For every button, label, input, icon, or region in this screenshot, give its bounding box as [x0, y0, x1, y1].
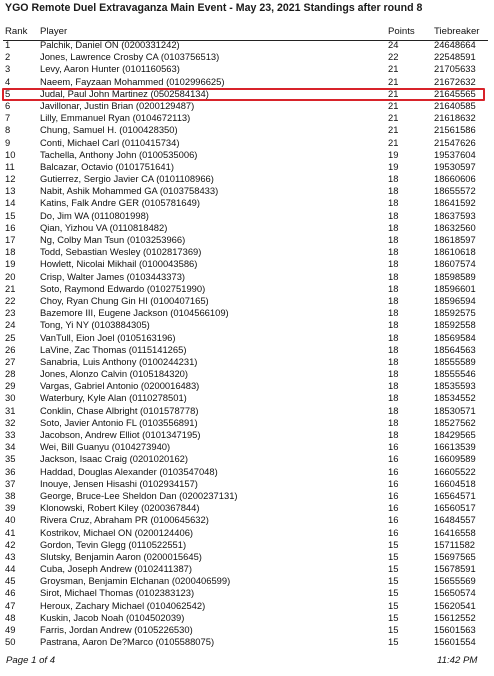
- tiebreaker-cell: 15697565: [434, 550, 476, 562]
- table-row: [0, 258, 494, 270]
- table-row: [0, 137, 494, 149]
- table-row: [0, 624, 494, 636]
- table-row: [0, 539, 494, 551]
- rank-cell: 6: [5, 99, 11, 111]
- player-cell: LaVine, Zac Thomas (0115141265): [40, 343, 187, 355]
- rank-cell: 9: [5, 136, 11, 148]
- player-cell: Sirot, Michael Thomas (0102383123): [40, 587, 195, 599]
- player-cell: Howlett, Nicolai Mikhail (0100043586): [40, 258, 198, 270]
- table-row: [0, 417, 494, 429]
- points-cell: 15: [388, 624, 399, 635]
- points-cell: 24: [388, 39, 399, 50]
- tiebreaker-cell: 16609589: [434, 453, 476, 465]
- tiebreaker-cell: 21561586: [434, 124, 476, 136]
- player-cell: Kuskin, Jacob Noah (0104502039): [40, 611, 185, 623]
- table-row: [0, 453, 494, 465]
- column-header-player: Player: [40, 26, 68, 37]
- points-cell: 18: [388, 307, 399, 319]
- player-cell: Katins, Falk Andre GER (0105781649): [40, 197, 200, 209]
- table-row: [0, 185, 494, 197]
- rank-cell: 43: [5, 550, 16, 562]
- table-row: [0, 612, 494, 624]
- player-cell: Jones, Alonzo Calvin (0105184320): [40, 368, 189, 380]
- tiebreaker-cell: 16605522: [434, 465, 476, 477]
- player-cell: Tachella, Anthony John (0100535006): [40, 148, 198, 160]
- points-cell: 16: [388, 453, 399, 465]
- rank-cell: 36: [5, 465, 16, 477]
- tiebreaker-cell: 18429565: [434, 429, 476, 440]
- tiebreaker-cell: 15711582: [434, 538, 476, 550]
- rank-cell: 38: [5, 489, 16, 501]
- player-cell: Pastrana, Aaron De?Marco (0105588075): [40, 636, 215, 648]
- points-cell: 21: [388, 136, 399, 148]
- table-row: [0, 405, 494, 417]
- rank-cell: 20: [5, 270, 16, 282]
- tiebreaker-cell: 16560517: [434, 502, 476, 514]
- page-number: Page 1 of 4: [6, 655, 56, 666]
- tiebreaker-cell: 21645565: [434, 87, 476, 99]
- tiebreaker-cell: 18655572: [434, 185, 476, 197]
- player-cell: Rivera Cruz, Abraham PR (0100645632): [40, 514, 209, 526]
- tiebreaker-cell: 15601554: [434, 636, 476, 648]
- table-row: [0, 575, 494, 587]
- table-row: [0, 478, 494, 490]
- table-row: [0, 587, 494, 599]
- tiebreaker-cell: 16613539: [434, 441, 476, 453]
- rank-cell: 45: [5, 575, 16, 587]
- table-row: [0, 124, 494, 136]
- tiebreaker-cell: 18660606: [434, 173, 476, 185]
- player-cell: Choy, Ryan Chung Gin HI (0100407165): [40, 294, 209, 306]
- table-row: [0, 441, 494, 453]
- points-cell: 19: [388, 160, 399, 172]
- player-cell: Jackson, Isaac Craig (0201020162): [40, 453, 189, 465]
- rank-cell: 35: [5, 453, 16, 465]
- player-cell: Sanabria, Luis Anthony (0100244231): [40, 355, 198, 367]
- points-cell: 15: [388, 636, 399, 648]
- table-row: [0, 392, 494, 404]
- rank-cell: 39: [5, 502, 16, 514]
- table-row: [0, 356, 494, 368]
- player-cell: Balcazar, Octavio (0101751641): [40, 160, 174, 172]
- player-cell: Judal, Paul John Martinez (0502584134): [40, 87, 209, 99]
- rank-cell: 28: [5, 368, 16, 380]
- tiebreaker-cell: 18637593: [434, 209, 476, 221]
- rank-cell: 24: [5, 319, 16, 331]
- points-cell: 18: [388, 209, 399, 221]
- print-time: 11:42 PM: [437, 655, 478, 666]
- points-cell: 15: [388, 575, 399, 587]
- tiebreaker-cell: 18598589: [434, 270, 476, 282]
- points-cell: 18: [388, 343, 399, 355]
- points-cell: 15: [388, 538, 399, 550]
- tiebreaker-cell: 15655569: [434, 575, 476, 587]
- tiebreaker-cell: 16416558: [434, 526, 476, 538]
- table-row: [0, 466, 494, 478]
- rank-cell: 3: [5, 63, 11, 75]
- rank-cell: 37: [5, 477, 16, 489]
- points-cell: 18: [388, 270, 399, 282]
- rank-cell: 8: [5, 124, 11, 136]
- player-cell: Ng, Colby Man Tsun (0103253966): [40, 234, 186, 245]
- column-header-tiebreaker: Tiebreaker: [434, 26, 480, 37]
- points-cell: 18: [388, 246, 399, 258]
- rank-cell: 44: [5, 563, 16, 575]
- tiebreaker-cell: 18596594: [434, 294, 476, 306]
- tiebreaker-cell: 18535593: [434, 380, 476, 392]
- rank-cell: 34: [5, 441, 16, 453]
- rank-cell: 10: [5, 148, 16, 160]
- rank-cell: 46: [5, 587, 16, 599]
- points-cell: 18: [388, 355, 399, 367]
- player-cell: Inouye, Jensen Hisashi (0102934157): [40, 477, 198, 489]
- player-cell: Haddad, Douglas Alexander (0103547048): [40, 465, 218, 477]
- player-cell: George, Bruce-Lee Sheldon Dan (0200237131): [40, 489, 238, 501]
- rank-cell: 18: [5, 246, 16, 258]
- table-row: [0, 76, 494, 88]
- table-row: [0, 173, 494, 185]
- points-cell: 16: [388, 489, 399, 501]
- tiebreaker-cell: 21672632: [434, 75, 476, 87]
- rank-cell: 16: [5, 221, 16, 233]
- rank-cell: 47: [5, 599, 16, 611]
- rank-cell: 25: [5, 331, 16, 343]
- table-row: [0, 271, 494, 283]
- tiebreaker-cell: 18555589: [434, 355, 476, 367]
- rank-cell: 31: [5, 404, 16, 416]
- tiebreaker-cell: 21640585: [434, 99, 476, 111]
- table-row: [0, 210, 494, 222]
- player-cell: Kostrikov, Michael ON (0200124406): [40, 526, 194, 538]
- tiebreaker-cell: 18632560: [434, 221, 476, 233]
- points-cell: 18: [388, 197, 399, 209]
- table-row: [0, 112, 494, 124]
- tiebreaker-cell: 18569584: [434, 331, 476, 343]
- document-title: YGO Remote Duel Extravaganza Main Event - May 23, 2021 Standings after round 8: [5, 2, 423, 14]
- points-cell: 21: [388, 124, 399, 136]
- rank-cell: 7: [5, 112, 11, 124]
- standings-table: [0, 39, 494, 648]
- points-cell: 18: [388, 185, 399, 197]
- player-cell: Klonowski, Robert Kiley (0200367844): [40, 502, 200, 514]
- table-row: [0, 307, 494, 319]
- player-cell: Heroux, Zachary Michael (0104062542): [40, 599, 206, 611]
- rank-cell: 30: [5, 392, 16, 404]
- tiebreaker-cell: 18530571: [434, 404, 476, 416]
- column-header-rank: Rank: [5, 26, 28, 37]
- player-cell: Tong, Yi NY (0103884305): [40, 319, 150, 331]
- player-cell: Lilly, Emmanuel Ryan (0104672113): [40, 112, 191, 124]
- points-cell: 21: [388, 75, 399, 87]
- points-cell: 16: [388, 477, 399, 489]
- player-cell: Nabit, Ashik Mohammed GA (0103758433): [40, 185, 219, 197]
- player-cell: Farris, Jordan Andrew (0105226530): [40, 624, 193, 635]
- points-cell: 18: [388, 392, 399, 404]
- points-cell: 15: [388, 563, 399, 575]
- points-cell: 21: [388, 87, 399, 99]
- player-cell: Levy, Aaron Hunter (0101160563): [40, 63, 180, 75]
- tiebreaker-cell: 18592575: [434, 307, 476, 319]
- table-row: [0, 380, 494, 392]
- tiebreaker-cell: 16484557: [434, 514, 476, 526]
- points-cell: 15: [388, 550, 399, 562]
- points-cell: 18: [388, 294, 399, 306]
- player-cell: Vargas, Gabriel Antonio (0200016483): [40, 380, 200, 392]
- player-cell: Todd, Sebastian Wesley (0102817369): [40, 246, 202, 258]
- player-cell: Naeem, Fayzaan Mohammed (0102996625): [40, 75, 225, 87]
- player-cell: Crisp, Walter James (0103443373): [40, 270, 186, 282]
- rank-cell: 22: [5, 294, 16, 306]
- tiebreaker-cell: 21547626: [434, 136, 476, 148]
- points-cell: 21: [388, 99, 399, 111]
- rank-cell: 23: [5, 307, 16, 319]
- rank-cell: 26: [5, 343, 16, 355]
- rank-cell: 48: [5, 611, 16, 623]
- player-cell: Jacobson, Andrew Elliot (0101347195): [40, 429, 201, 440]
- points-cell: 18: [388, 221, 399, 233]
- rank-cell: 32: [5, 416, 16, 428]
- tiebreaker-cell: 15601563: [434, 624, 476, 635]
- tiebreaker-cell: 18527562: [434, 416, 476, 428]
- player-cell: Jones, Lawrence Crosby CA (0103756513): [40, 51, 220, 63]
- tiebreaker-cell: 18607574: [434, 258, 476, 270]
- points-cell: 18: [388, 282, 399, 294]
- table-row: [0, 161, 494, 173]
- player-cell: Slutsky, Benjamin Aaron (0200015645): [40, 550, 202, 562]
- tiebreaker-cell: 18592558: [434, 319, 476, 331]
- tiebreaker-cell: 19537604: [434, 148, 476, 160]
- tiebreaker-cell: 24648664: [434, 39, 476, 50]
- rank-cell: 42: [5, 538, 16, 550]
- rank-cell: 50: [5, 636, 16, 648]
- table-row: [0, 332, 494, 344]
- rank-cell: 13: [5, 185, 16, 197]
- table-row: [0, 551, 494, 563]
- tiebreaker-cell: 16604518: [434, 477, 476, 489]
- points-cell: 16: [388, 502, 399, 514]
- table-row: [0, 527, 494, 539]
- column-header-points: Points: [388, 26, 415, 37]
- points-cell: 18: [388, 368, 399, 380]
- table-row: [0, 502, 494, 514]
- player-cell: Qian, Yizhou VA (0110818482): [40, 221, 168, 233]
- table-row: [0, 563, 494, 575]
- points-cell: 18: [388, 331, 399, 343]
- points-cell: 22: [388, 51, 399, 63]
- player-cell: Cuba, Joseph Andrew (0102411387): [40, 563, 193, 575]
- table-row: [0, 600, 494, 612]
- rank-cell: 11: [5, 160, 15, 172]
- rank-cell: 29: [5, 380, 16, 392]
- tiebreaker-cell: 18618597: [434, 234, 476, 245]
- points-cell: 15: [388, 599, 399, 611]
- player-cell: Waterbury, Kyle Alan (0110278501): [40, 392, 187, 404]
- player-cell: Gordon, Tevin Glegg (0110522551): [40, 538, 187, 550]
- points-cell: 16: [388, 514, 399, 526]
- table-row: [0, 344, 494, 356]
- points-cell: 18: [388, 429, 399, 440]
- rank-cell: 15: [5, 209, 16, 221]
- rank-cell: 40: [5, 514, 16, 526]
- points-cell: 16: [388, 441, 399, 453]
- points-cell: 19: [388, 148, 399, 160]
- tiebreaker-cell: 18641592: [434, 197, 476, 209]
- table-row: [0, 39, 494, 51]
- points-cell: 18: [388, 258, 399, 270]
- tiebreaker-cell: 18555546: [434, 368, 476, 380]
- tiebreaker-cell: 18596601: [434, 282, 476, 294]
- rank-cell: 21: [5, 282, 16, 294]
- points-cell: 18: [388, 234, 399, 245]
- player-cell: VanTull, Eion Joel (0105163196): [40, 331, 176, 343]
- points-cell: 18: [388, 319, 399, 331]
- table-row: [0, 246, 494, 258]
- rank-cell: 33: [5, 429, 16, 440]
- table-row: [0, 51, 494, 63]
- table-row: [0, 636, 494, 648]
- table-row: [0, 490, 494, 502]
- rank-cell: 2: [5, 51, 11, 63]
- rank-cell: 12: [5, 173, 16, 185]
- rank-cell: 1: [5, 39, 11, 50]
- table-row: [0, 234, 494, 246]
- table-row: [0, 63, 494, 75]
- player-cell: Soto, Raymond Edwardo (0102751990): [40, 282, 206, 294]
- points-cell: 16: [388, 526, 399, 538]
- points-cell: 15: [388, 587, 399, 599]
- tiebreaker-cell: 15620541: [434, 599, 476, 611]
- points-cell: 18: [388, 404, 399, 416]
- rank-cell: 17: [5, 234, 16, 245]
- rank-cell: 5: [5, 87, 11, 99]
- table-row: [0, 295, 494, 307]
- player-cell: Conti, Michael Carl (0110415734): [40, 136, 180, 148]
- player-cell: Gutierrez, Sergio Javier CA (0101108966): [40, 173, 214, 185]
- points-cell: 21: [388, 63, 399, 75]
- rank-cell: 41: [5, 526, 16, 538]
- table-row: [0, 100, 494, 112]
- points-cell: 15: [388, 611, 399, 623]
- tiebreaker-cell: 18610618: [434, 246, 476, 258]
- table-row: [0, 197, 494, 209]
- table-row: [0, 283, 494, 295]
- rank-cell: 14: [5, 197, 16, 209]
- table-row: [0, 222, 494, 234]
- points-cell: 18: [388, 416, 399, 428]
- tiebreaker-cell: 15612552: [434, 611, 476, 623]
- player-cell: Soto, Javier Antonio FL (0103556891): [40, 416, 198, 428]
- table-row: [0, 429, 494, 441]
- table-row: [0, 149, 494, 161]
- player-cell: Bazemore III, Eugene Jackson (0104566109): [40, 307, 229, 319]
- player-cell: Wei, Bill Guanyu (0104273940): [40, 441, 171, 453]
- points-cell: 18: [388, 173, 399, 185]
- tiebreaker-cell: 15650574: [434, 587, 476, 599]
- points-cell: 16: [388, 465, 399, 477]
- tiebreaker-cell: 15678591: [434, 563, 476, 575]
- tiebreaker-cell: 22548591: [434, 51, 476, 63]
- tiebreaker-cell: 18564563: [434, 343, 476, 355]
- player-cell: Conklin, Chase Albright (0101578778): [40, 404, 199, 416]
- tiebreaker-cell: 21705633: [434, 63, 476, 75]
- rank-cell: 4: [5, 75, 11, 87]
- tiebreaker-cell: 19530597: [434, 160, 476, 172]
- rank-cell: 27: [5, 355, 16, 367]
- points-cell: 21: [388, 112, 399, 124]
- tiebreaker-cell: 16564571: [434, 489, 476, 501]
- rank-cell: 19: [5, 258, 16, 270]
- player-cell: Palchik, Daniel ON (0200331242): [40, 39, 180, 50]
- table-row: [0, 368, 494, 380]
- tiebreaker-cell: 18534552: [434, 392, 476, 404]
- highlighted-row-box: [2, 88, 485, 101]
- points-cell: 18: [388, 380, 399, 392]
- player-cell: Javillonar, Justin Brian (0200129487): [40, 99, 195, 111]
- rank-cell: 49: [5, 624, 16, 635]
- player-cell: Groysman, Benjamin Elchanan (0200406599): [40, 575, 231, 587]
- table-row: [0, 514, 494, 526]
- player-cell: Do, Jim WA (0110801998): [40, 209, 149, 221]
- tiebreaker-cell: 21618632: [434, 112, 476, 124]
- player-cell: Chung, Samuel H. (0100428350): [40, 124, 178, 136]
- table-row: [0, 319, 494, 331]
